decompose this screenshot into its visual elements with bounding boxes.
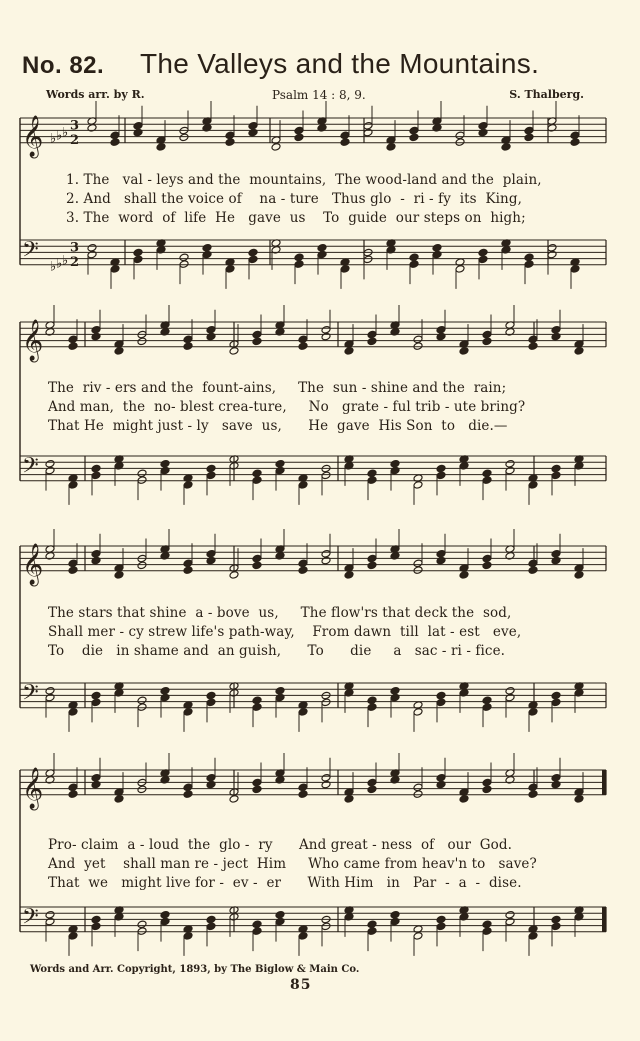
note-head [390,687,400,696]
page-number: 85 [290,977,312,993]
note-head [252,703,262,712]
note-head [551,774,561,783]
note-head [137,920,147,929]
note-head [409,253,419,262]
note-head [551,922,561,931]
note-head [68,566,78,575]
lyric-line: That we might live for - ev - er With Him in Par - a - dise. [48,875,522,891]
note-head [298,708,308,717]
bass-clef-icon: 𝄢 [22,680,39,711]
note-head [528,481,538,490]
note-head [321,774,331,783]
note-head [367,476,377,485]
note-head [225,265,235,274]
note-head [551,698,561,707]
note-head [574,795,584,804]
flat-icon: ♭ [56,256,63,272]
note-head [252,469,262,478]
note-head [574,347,584,356]
note-head [482,927,492,936]
note-head [252,778,262,787]
note-head [271,143,281,152]
note-head [87,250,97,259]
note-head [183,335,193,344]
note-head [367,703,377,712]
note-head [202,244,212,253]
note-head [367,778,377,787]
note-head [160,917,170,926]
note-head [110,265,120,274]
note-head [91,332,101,341]
note-head [160,693,170,702]
lyric-line: Pro- claim a - loud the glo - ry And great - ness of our God. [48,837,513,853]
note-head [505,687,515,696]
note-head [137,337,147,346]
note-head [482,330,492,339]
note-head [275,460,285,469]
note-head [528,932,538,941]
note-head [275,687,285,696]
time-signature-bottom: 2 [70,132,80,148]
note-head [206,698,216,707]
note-head [367,920,377,929]
note-head [551,915,561,924]
note-head [321,471,331,480]
note-head [528,559,538,568]
note-head [436,774,446,783]
note-head [275,911,285,920]
note-head [551,556,561,565]
note-head [91,780,101,789]
note-head [501,143,511,152]
note-head [482,554,492,563]
note-head [436,464,446,473]
copyright-notice: Words and Arr. Copyright, 1893, by The Biglow & Main Co. [30,964,360,975]
note-head [436,556,446,565]
final-barline [602,770,606,795]
note-head [436,922,446,931]
bass-clef-icon: 𝄢 [22,453,39,484]
note-head [183,342,193,351]
note-head [248,128,258,137]
note-head [528,708,538,717]
note-head [390,917,400,926]
lyric-line: To die in shame and an guish, To die a sac - ri - fice. [48,643,506,659]
note-head [275,466,285,475]
note-head [413,932,423,941]
note-head [252,330,262,339]
note-head [528,783,538,792]
treble-clef-icon: 𝄞 [22,319,44,361]
note-head [340,131,350,140]
note-head [275,917,285,926]
note-head [91,550,101,559]
note-head [413,559,423,568]
note-head [45,460,55,469]
flat-icon: ♭ [62,253,69,269]
note-head [68,342,78,351]
note-head [455,265,465,274]
bass-clef-icon: 𝄢 [22,904,39,935]
note-head [68,932,78,941]
note-head [298,790,308,799]
note-head [551,471,561,480]
note-head [298,932,308,941]
note-head [482,561,492,570]
note-head [206,550,216,559]
lyric-line: 3. The word of life He gave us To guide our steps on high; [66,210,526,226]
note-head [528,566,538,575]
lyric-line: The stars that shine a - bove us, The flow'rs that deck the sod, [48,605,512,621]
note-head [367,330,377,339]
note-head [528,342,538,351]
note-head [551,550,561,559]
note-head [436,780,446,789]
lyric-line: 1. The val - leys and the mountains, The wood-land and the plain, [66,172,542,188]
note-head [206,326,216,335]
note-head [344,795,354,804]
note-head [386,143,396,152]
note-head [321,326,331,335]
lyric-line: Shall mer - cy strew life's path-way, From dawn till lat - est eve, [48,624,522,640]
note-head [317,244,327,253]
note-head [478,122,488,131]
note-head [459,347,469,356]
note-head [570,138,580,147]
note-head [252,696,262,705]
note-head [114,571,124,580]
note-head [367,561,377,570]
note-head [137,703,147,712]
note-head [183,566,193,575]
note-head [528,790,538,799]
note-head [179,253,189,262]
note-head [294,133,304,142]
time-signature-top: 3 [70,240,80,256]
note-head [574,571,584,580]
note-head [91,471,101,480]
note-head [91,326,101,335]
note-head [202,250,212,259]
note-head [137,476,147,485]
treble-clef-icon: 𝄞 [22,767,44,809]
note-head [298,342,308,351]
note-head [367,927,377,936]
note-head [317,250,327,259]
note-head [390,693,400,702]
note-head [137,469,147,478]
note-head [482,703,492,712]
note-head [91,698,101,707]
note-head [321,780,331,789]
note-head [252,337,262,346]
note-head [229,795,239,804]
note-head [482,476,492,485]
note-head [45,466,55,475]
note-head [524,260,534,269]
note-head [551,691,561,700]
note-head [183,559,193,568]
flat-icon: ♭ [62,125,69,141]
note-head [252,554,262,563]
note-head [137,696,147,705]
lyric-line: And yet shall man re - ject Him Who came from heav'n to save? [48,856,537,872]
note-head [229,347,239,356]
note-head [413,342,423,351]
note-head [114,347,124,356]
note-head [455,138,465,147]
note-head [436,471,446,480]
note-head [206,464,216,473]
note-head [183,783,193,792]
note-head [156,143,166,152]
lyric-line: 2. And shall the voice of na - ture Thus glo - ri - fy its King, [66,191,522,207]
note-head [340,265,350,274]
note-head [252,785,262,794]
note-head [436,698,446,707]
note-head [367,696,377,705]
bass-clef-icon: 𝄢 [22,237,39,268]
note-head [183,790,193,799]
note-head [436,691,446,700]
note-head [68,335,78,344]
note-head [298,783,308,792]
note-head [413,335,423,344]
note-head [478,128,488,137]
note-head [321,332,331,341]
note-head [91,691,101,700]
note-head [482,337,492,346]
note-head [252,927,262,936]
note-head [179,260,189,269]
note-head [409,260,419,269]
note-head [367,785,377,794]
note-head [160,460,170,469]
hymn-number: No. 82. [22,52,105,79]
note-head [68,708,78,717]
note-head [505,693,515,702]
time-signature-bottom: 2 [70,254,80,270]
flat-icon: ♭ [56,128,63,144]
note-head [413,566,423,575]
note-head [298,481,308,490]
note-head [160,911,170,920]
note-head [321,556,331,565]
note-head [68,783,78,792]
words-credit: Words arr. by R. [46,88,145,101]
note-head [91,774,101,783]
note-head [551,780,561,789]
note-head [570,131,580,140]
note-head [432,250,442,259]
note-head [179,133,189,142]
composer-credit: S. Thalberg. [509,88,584,101]
note-head [344,347,354,356]
note-head [505,917,515,926]
note-head [321,698,331,707]
flat-icon: ♭ [50,131,57,147]
hymn-title: The Valleys and the Mountains. [140,48,540,79]
note-head [432,244,442,253]
note-head [413,790,423,799]
note-head [225,131,235,140]
note-head [137,785,147,794]
flat-icon: ♭ [50,259,57,275]
note-head [524,133,534,142]
note-head [367,337,377,346]
note-head [275,693,285,702]
note-head [505,460,515,469]
note-head [321,922,331,931]
note-head [91,464,101,473]
scripture-reference: Psalm 14 : 8, 9. [272,88,366,102]
note-head [133,248,143,257]
note-head [91,922,101,931]
note-head [160,687,170,696]
note-head [206,780,216,789]
note-head [409,133,419,142]
note-head [45,687,55,696]
note-head [478,248,488,257]
note-head [114,795,124,804]
note-head [68,481,78,490]
note-head [413,783,423,792]
note-head [298,566,308,575]
note-head [390,911,400,920]
note-head [409,126,419,135]
note-head [87,244,97,253]
note-head [206,471,216,480]
note-head [528,335,538,344]
note-head [524,126,534,135]
note-head [482,778,492,787]
note-head [436,550,446,559]
note-head [137,561,147,570]
note-head [436,326,446,335]
note-head [91,915,101,924]
note-head [206,691,216,700]
note-head [183,481,193,490]
note-head [206,922,216,931]
note-head [482,469,492,478]
lyric-line: The riv - ers and the fount-ains, The sun - shine and the rain; [48,380,507,396]
note-head [413,481,423,490]
note-head [133,128,143,137]
note-head [298,335,308,344]
note-head [229,571,239,580]
note-head [367,469,377,478]
note-head [482,920,492,929]
note-head [551,326,561,335]
lyric-line: That He might just - ly save us, He gave His Son to die.— [48,418,508,434]
note-head [505,466,515,475]
note-head [482,696,492,705]
note-head [160,466,170,475]
note-head [294,260,304,269]
note-head [455,131,465,140]
note-head [206,774,216,783]
note-head [367,554,377,563]
note-head [206,332,216,341]
note-head [68,559,78,568]
note-head [252,920,262,929]
note-head [524,253,534,262]
note-head [133,255,143,264]
note-head [137,927,147,936]
note-head [45,693,55,702]
note-head [570,265,580,274]
note-head [344,571,354,580]
treble-clef-icon: 𝄞 [22,115,44,157]
note-head [505,911,515,920]
time-signature-top: 3 [70,118,80,134]
note-head [294,253,304,262]
note-head [248,255,258,264]
note-head [459,795,469,804]
note-head [252,476,262,485]
note-head [294,126,304,135]
note-head [183,708,193,717]
treble-clef-icon: 𝄞 [22,543,44,585]
note-head [436,915,446,924]
note-head [252,561,262,570]
note-head [206,556,216,565]
note-head [321,550,331,559]
note-head [45,911,55,920]
note-head [183,932,193,941]
note-head [133,122,143,131]
note-head [248,248,258,257]
note-head [225,138,235,147]
note-head [413,708,423,717]
note-head [248,122,258,131]
note-head [45,917,55,926]
note-head [478,255,488,264]
note-head [298,559,308,568]
note-head [390,466,400,475]
note-head [110,131,120,140]
note-head [390,460,400,469]
note-head [206,915,216,924]
note-head [459,571,469,580]
note-head [482,785,492,794]
note-head [551,332,561,341]
final-barline [602,907,606,932]
note-head [551,464,561,473]
note-head [340,138,350,147]
note-head [436,332,446,341]
note-head [110,138,120,147]
note-head [68,790,78,799]
lyric-line: And man, the no- blest crea-ture, No grate - ful trib - ute bring? [48,399,526,415]
note-head [91,556,101,565]
